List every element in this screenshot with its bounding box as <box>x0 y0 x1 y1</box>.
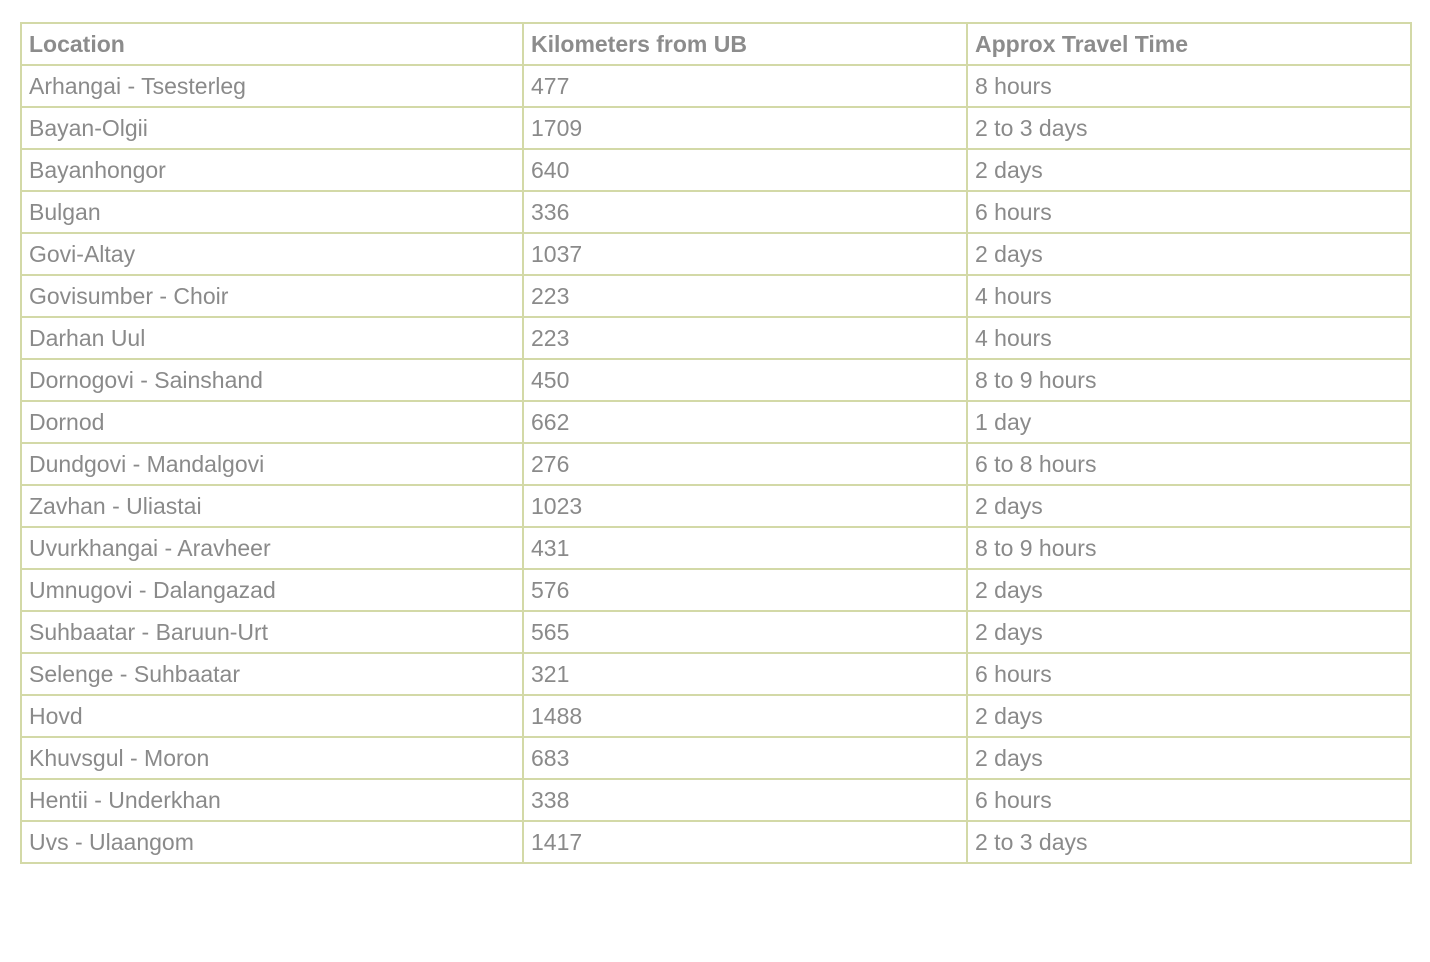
location-cell: Uvs - Ulaangom <box>21 821 523 863</box>
travel-time-cell: 2 days <box>967 233 1411 275</box>
travel-time-cell: 2 days <box>967 485 1411 527</box>
kilometers-cell: 321 <box>523 653 967 695</box>
header-kilometers: Kilometers from UB <box>523 23 967 65</box>
location-cell: Dornod <box>21 401 523 443</box>
travel-time-cell: 2 days <box>967 611 1411 653</box>
kilometers-cell: 565 <box>523 611 967 653</box>
location-cell: Darhan Uul <box>21 317 523 359</box>
table-row <box>21 695 1411 737</box>
location-cell: Khuvsgul - Moron <box>21 737 523 779</box>
table-row <box>21 443 1411 485</box>
location-cell: Zavhan - Uliastai <box>21 485 523 527</box>
header-location: Location <box>21 23 523 65</box>
table-row <box>21 191 1411 233</box>
kilometers-cell: 338 <box>523 779 967 821</box>
table-row <box>21 401 1411 443</box>
kilometers-cell: 431 <box>523 527 967 569</box>
header-row <box>21 23 1411 65</box>
table-row <box>21 737 1411 779</box>
kilometers-cell: 450 <box>523 359 967 401</box>
table-row <box>21 527 1411 569</box>
kilometers-cell: 1023 <box>523 485 967 527</box>
kilometers-cell: 1037 <box>523 233 967 275</box>
kilometers-cell: 662 <box>523 401 967 443</box>
location-cell: Bayan-Olgii <box>21 107 523 149</box>
table-row <box>21 233 1411 275</box>
table-body <box>21 65 1411 863</box>
kilometers-cell: 223 <box>523 275 967 317</box>
travel-time-cell: 6 hours <box>967 191 1411 233</box>
table-row <box>21 611 1411 653</box>
kilometers-cell: 1417 <box>523 821 967 863</box>
kilometers-cell: 640 <box>523 149 967 191</box>
distance-table-container <box>20 22 1410 864</box>
location-cell: Selenge - Suhbaatar <box>21 653 523 695</box>
travel-time-cell: 4 hours <box>967 317 1411 359</box>
table-row <box>21 275 1411 317</box>
travel-time-cell: 8 to 9 hours <box>967 527 1411 569</box>
table-header <box>21 23 1411 65</box>
table-row <box>21 317 1411 359</box>
table-row <box>21 653 1411 695</box>
table-row <box>21 65 1411 107</box>
location-cell: Suhbaatar - Baruun-Urt <box>21 611 523 653</box>
travel-time-cell: 2 days <box>967 737 1411 779</box>
location-cell: Hentii - Underkhan <box>21 779 523 821</box>
table-row <box>21 485 1411 527</box>
travel-time-cell: 6 hours <box>967 779 1411 821</box>
location-cell: Bulgan <box>21 191 523 233</box>
location-cell: Umnugovi - Dalangazad <box>21 569 523 611</box>
travel-time-cell: 2 days <box>967 695 1411 737</box>
kilometers-cell: 223 <box>523 317 967 359</box>
table-row <box>21 107 1411 149</box>
kilometers-cell: 1709 <box>523 107 967 149</box>
kilometers-cell: 276 <box>523 443 967 485</box>
travel-time-cell: 1 day <box>967 401 1411 443</box>
travel-time-cell: 4 hours <box>967 275 1411 317</box>
travel-time-cell: 8 to 9 hours <box>967 359 1411 401</box>
location-cell: Govisumber - Choir <box>21 275 523 317</box>
location-cell: Arhangai - Tsesterleg <box>21 65 523 107</box>
travel-time-cell: 2 to 3 days <box>967 107 1411 149</box>
table-row <box>21 779 1411 821</box>
kilometers-cell: 576 <box>523 569 967 611</box>
distance-table <box>20 22 1412 864</box>
travel-time-cell: 6 to 8 hours <box>967 443 1411 485</box>
travel-time-cell: 2 days <box>967 569 1411 611</box>
location-cell: Uvurkhangai - Aravheer <box>21 527 523 569</box>
kilometers-cell: 1488 <box>523 695 967 737</box>
travel-time-cell: 2 to 3 days <box>967 821 1411 863</box>
table-row <box>21 821 1411 863</box>
location-cell: Dundgovi - Mandalgovi <box>21 443 523 485</box>
header-travel-time: Approx Travel Time <box>967 23 1411 65</box>
travel-time-cell: 2 days <box>967 149 1411 191</box>
table-row <box>21 569 1411 611</box>
location-cell: Hovd <box>21 695 523 737</box>
table-row <box>21 149 1411 191</box>
table-row <box>21 359 1411 401</box>
location-cell: Bayanhongor <box>21 149 523 191</box>
travel-time-cell: 8 hours <box>967 65 1411 107</box>
travel-time-cell: 6 hours <box>967 653 1411 695</box>
kilometers-cell: 477 <box>523 65 967 107</box>
location-cell: Dornogovi - Sainshand <box>21 359 523 401</box>
location-cell: Govi-Altay <box>21 233 523 275</box>
kilometers-cell: 683 <box>523 737 967 779</box>
kilometers-cell: 336 <box>523 191 967 233</box>
